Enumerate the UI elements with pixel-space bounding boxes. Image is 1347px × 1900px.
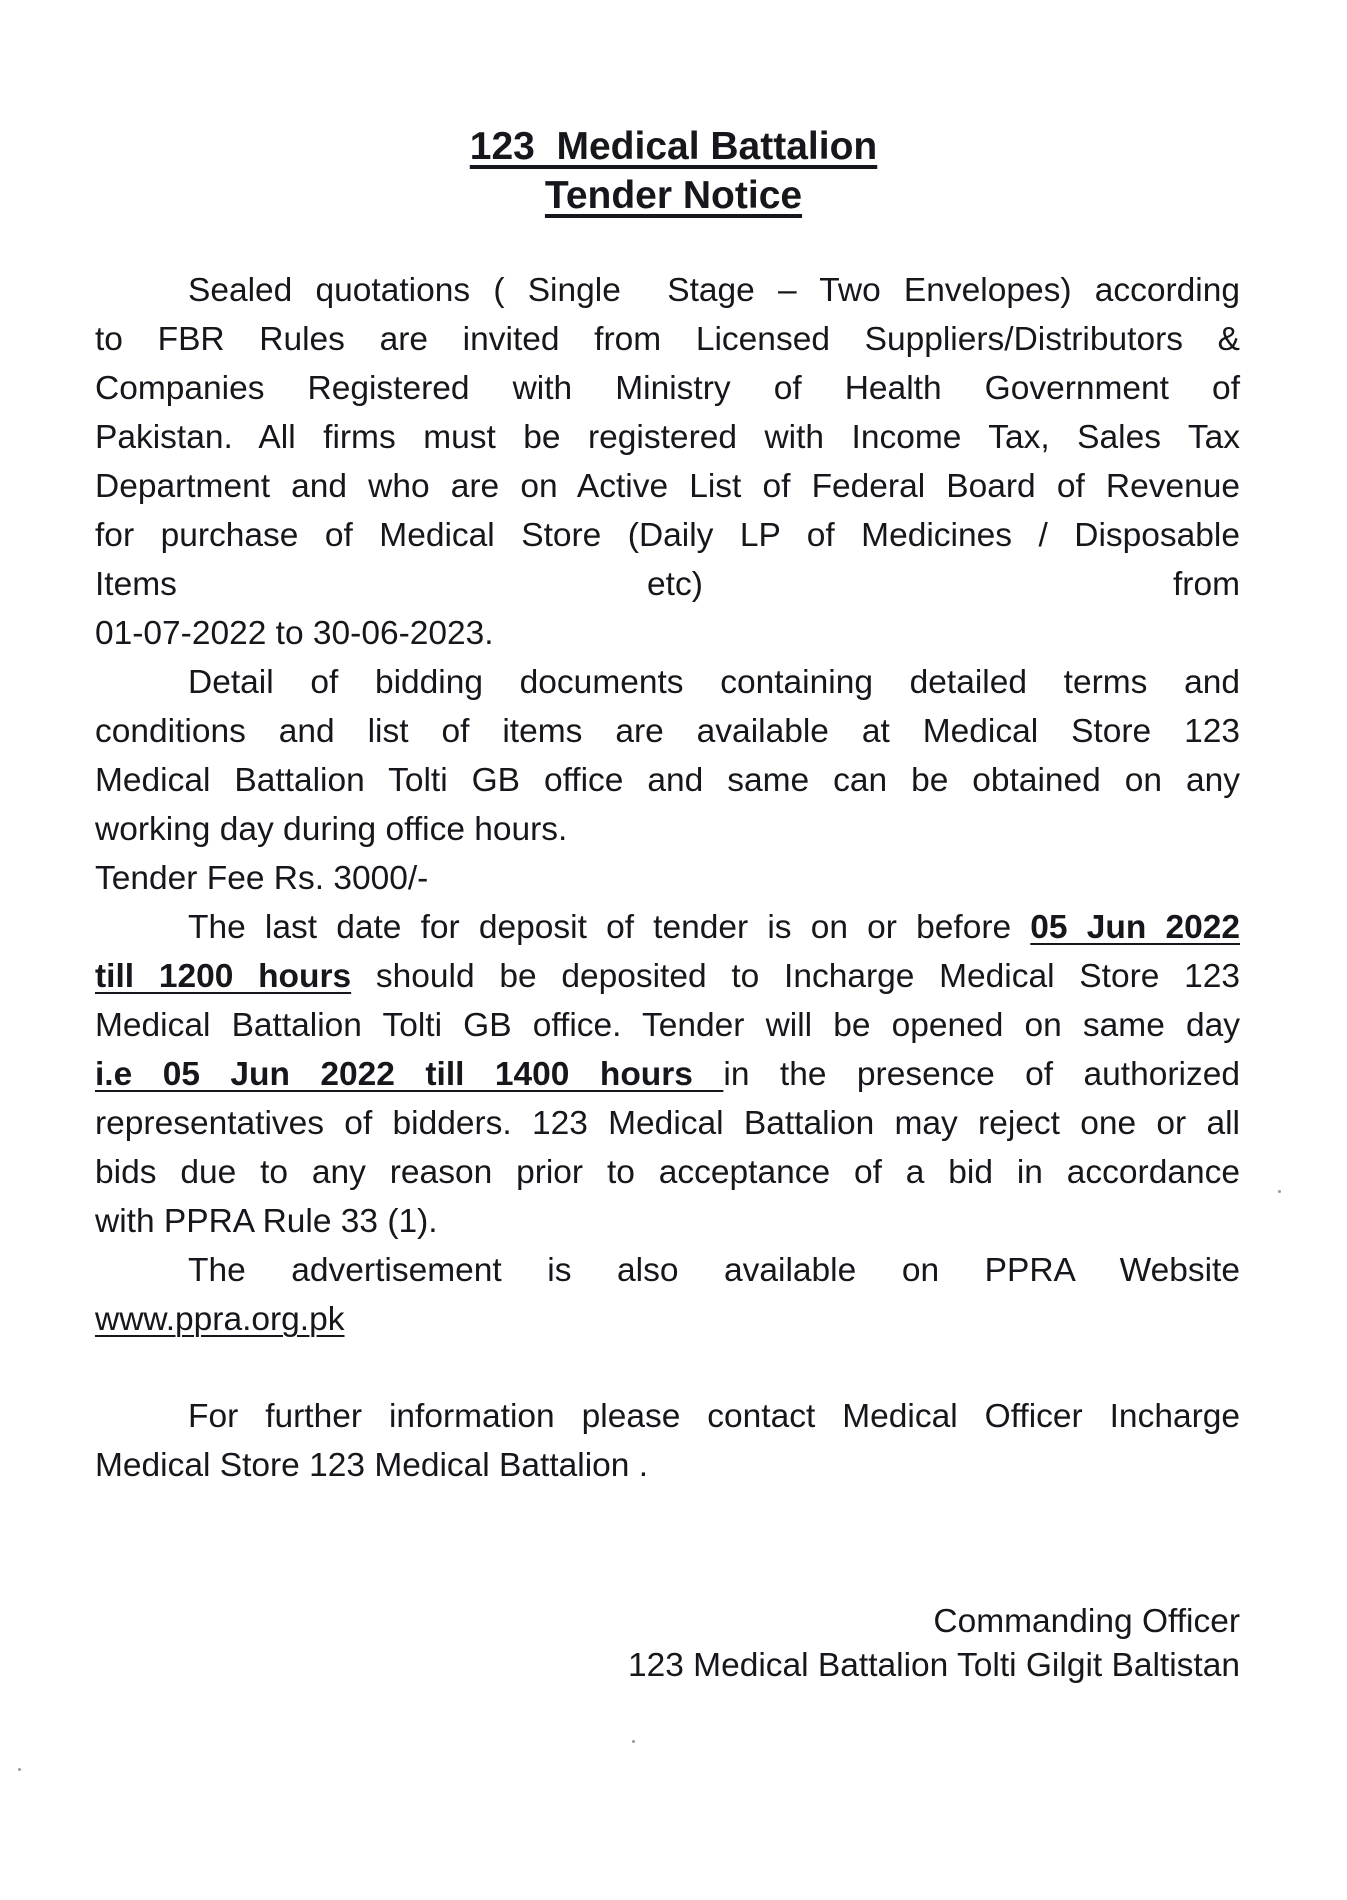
scan-speck — [18, 1768, 21, 1771]
opening-date-time: i.e 05 Jun 2022 till 1400 hours — [95, 1056, 724, 1093]
p1-line-8: 01-07-2022 to 30-06-2023. — [95, 615, 494, 652]
p3-line-6: bids due to any reason prior to acceptance of a bid in accordance — [95, 1154, 1240, 1191]
signature-block — [628, 1600, 1240, 1688]
p2-line-4: working day during office hours. — [95, 811, 568, 848]
p3-line-1-text: The last date for deposit of tender is on or before — [188, 909, 1012, 946]
signature-unit: 123 Medical Battalion Tolti Gilgit Baltistan — [627, 1647, 1240, 1684]
p2-line-2: conditions and list of items are available at Medical Store 123 — [95, 713, 1240, 750]
p1-line-6: for purchase of Medical Store (Daily LP of Medicines / Disposable — [95, 517, 1240, 554]
signature-designation: Commanding Officer — [933, 1603, 1240, 1640]
p5-line-2: Medical Store 123 Medical Battalion . — [95, 1447, 649, 1484]
ppra-website-link[interactable]: www.ppra.org.pk — [95, 1301, 345, 1338]
unit-heading-text: 123 Medical Battalion — [469, 125, 878, 168]
p4-line-2 — [95, 1297, 1240, 1346]
p3-line-1 — [95, 905, 1240, 954]
tender-fee: Tender Fee Rs. 3000/- — [95, 860, 429, 897]
scan-speck — [1278, 1190, 1281, 1193]
deadline-date: 05 Jun 2022 — [1030, 909, 1240, 946]
p3-line-4-text: in the presence of authorized — [723, 1056, 1240, 1093]
p1-line-4: Pakistan. All firms must be registered with Income Tax, Sales Tax — [95, 419, 1240, 456]
notice-title-text: Tender Notice — [544, 174, 803, 217]
notice-body — [95, 268, 1240, 1492]
p3-line-4 — [95, 1052, 1240, 1101]
p1-line-3: Companies Registered with Ministry of Health Government of — [95, 370, 1240, 407]
p1-line-7: Items etc) from — [95, 566, 1240, 603]
deadline-time: till 1200 hours — [95, 958, 352, 995]
p3-line-2 — [95, 954, 1240, 1003]
p4-line-1: The advertisement is also available on PPRA Website — [188, 1252, 1240, 1289]
p1-line-5: Department and who are on Active List of Federal Board of Revenue — [95, 468, 1240, 505]
p1-line-1: Sealed quotations ( Single Stage – Two Envelopes) according — [188, 272, 1240, 309]
unit-heading — [0, 124, 1347, 170]
notice-title — [0, 173, 1347, 219]
p3-line-5: representatives of bidders. 123 Medical Battalion may reject one or all — [95, 1105, 1240, 1142]
p3-line-3: Medical Battalion Tolti GB office. Tender will be opened on same day — [95, 1007, 1240, 1044]
p2-line-3: Medical Battalion Tolti GB office and same can be obtained on any — [95, 762, 1240, 799]
scan-speck — [632, 1740, 635, 1743]
p3-line-7: with PPRA Rule 33 (1). — [95, 1203, 438, 1240]
p3-line-2-text: should be deposited to Incharge Medical Store 123 — [375, 958, 1241, 995]
spacer — [95, 1346, 1240, 1394]
p2-line-1: Detail of bidding documents containing detailed terms and — [188, 664, 1240, 701]
p1-line-2: to FBR Rules are invited from Licensed Suppliers/Distributors & — [95, 321, 1240, 358]
p5-line-1: For further information please contact Medical Officer Incharge — [188, 1398, 1240, 1435]
